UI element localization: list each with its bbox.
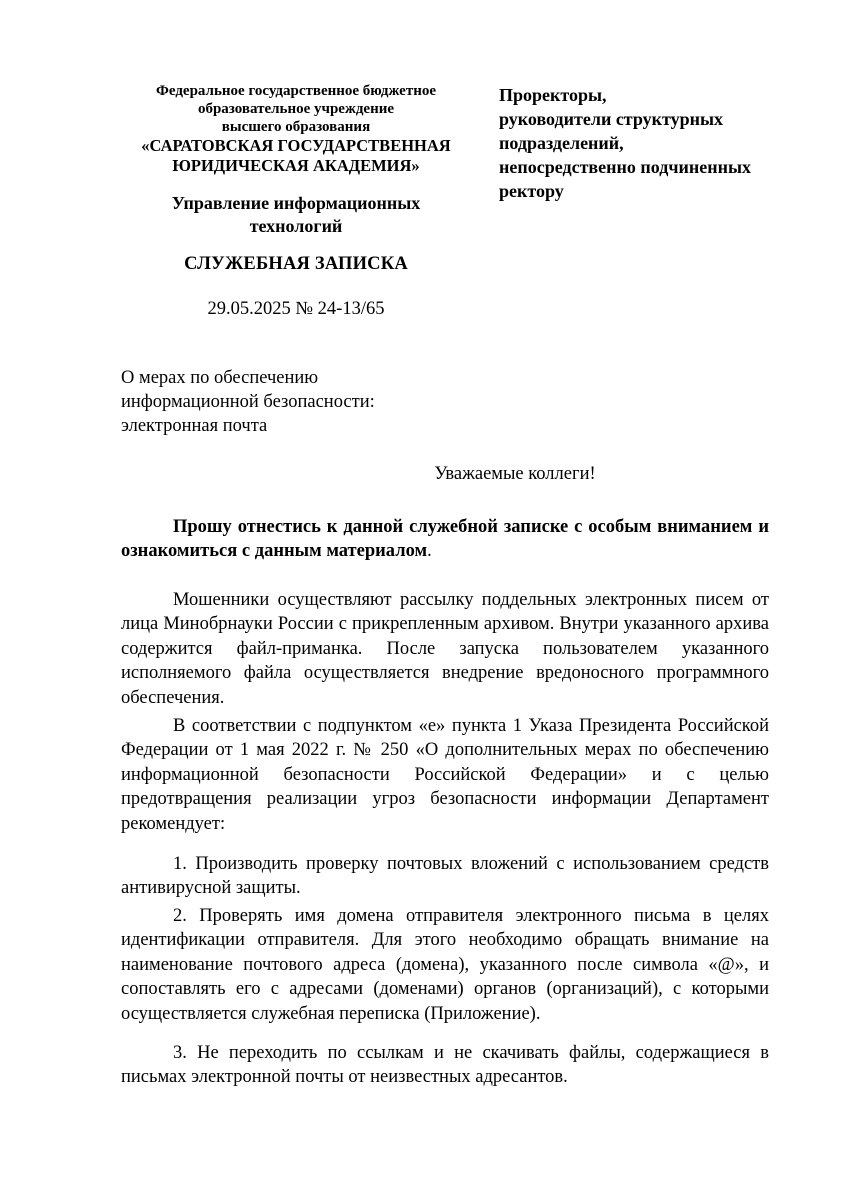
department-line: технологий bbox=[249, 216, 343, 236]
org-line: «САРАТОВСКАЯ ГОСУДАРСТВЕННАЯ bbox=[141, 136, 451, 155]
subject-line: информационной безопасности: bbox=[121, 392, 375, 412]
addressee-line: Проректоры, bbox=[499, 85, 607, 105]
org-line: высшего образования bbox=[221, 119, 371, 135]
subject-line: О мерах по обеспечению bbox=[121, 368, 319, 388]
document-type: СЛУЖЕБНАЯ ЗАПИСКА bbox=[184, 254, 408, 274]
addressee-line: подразделений, bbox=[499, 133, 624, 153]
list-item-antivirus: 1. Производить проверку почтовых вложений с использованием средств антивирусной защиты. bbox=[121, 854, 769, 899]
organization-name bbox=[126, 82, 466, 176]
org-line: ЮРИДИЧЕСКАЯ АКАДЕМИЯ» bbox=[172, 156, 420, 175]
addressee-line: ректору bbox=[499, 181, 564, 201]
addressee-line: руководители структурных bbox=[499, 109, 724, 129]
department-line: Управление информационных bbox=[171, 193, 421, 213]
list-item-links: 3. Не переходить по ссылкам и не скачивать файлы, содержащиеся в письмах электронной почты от неизвестных адресантов. bbox=[121, 1043, 769, 1088]
registration-number: 29.05.2025 № 24-13/65 bbox=[207, 299, 385, 319]
intro-end: . bbox=[427, 541, 432, 562]
salutation: Уважаемые коллеги! bbox=[434, 464, 596, 484]
addressee-line: непосредственно подчиненных bbox=[499, 157, 752, 177]
subject-line: электронная почта bbox=[121, 416, 268, 436]
paragraph-recommendation: В соответствии с подпунктом «е» пункта 1 Указа Президента Российской Федерации от 1 мая 2022 г. № 250 «О дополнительных мерах по обеспечению информационной безопасности Российской Федерации» и с целью предотвращения реализации угроз безопасности информации Департамент рекомендует: bbox=[121, 716, 769, 834]
intro-bold-text: Прошу отнестись к данной служебной записке с особым вниманием и ознакомиться с данным материалом bbox=[121, 517, 769, 562]
subject bbox=[121, 366, 375, 438]
paragraph-fraud: Мошенники осуществляют рассылку поддельных электронных писем от лица Минобрнауки России с прикрепленным архивом. Внутри указанного архива содержится файл-приманка. После запуска пользователем указанного исполняемого файла осуществляется внедрение вредоносного программного обеспечения. bbox=[121, 590, 769, 708]
intro-paragraph bbox=[121, 515, 769, 564]
org-line: Федеральное государственное бюджетное bbox=[155, 83, 437, 99]
org-line: образовательное учреждение bbox=[197, 101, 395, 117]
department-name bbox=[126, 192, 466, 238]
addressee bbox=[499, 83, 799, 203]
list-item-domain-check: 2. Проверять имя домена отправителя электронного письма в целях идентификации отправителя. Для этого необходимо обращать внимание на наименование почтового адреса (домена), указанного после символа «@», и сопоставлять его с адресами (доменами) органов (организаций), с которыми осуществляется служебная переписка (Приложение). bbox=[121, 906, 769, 1024]
